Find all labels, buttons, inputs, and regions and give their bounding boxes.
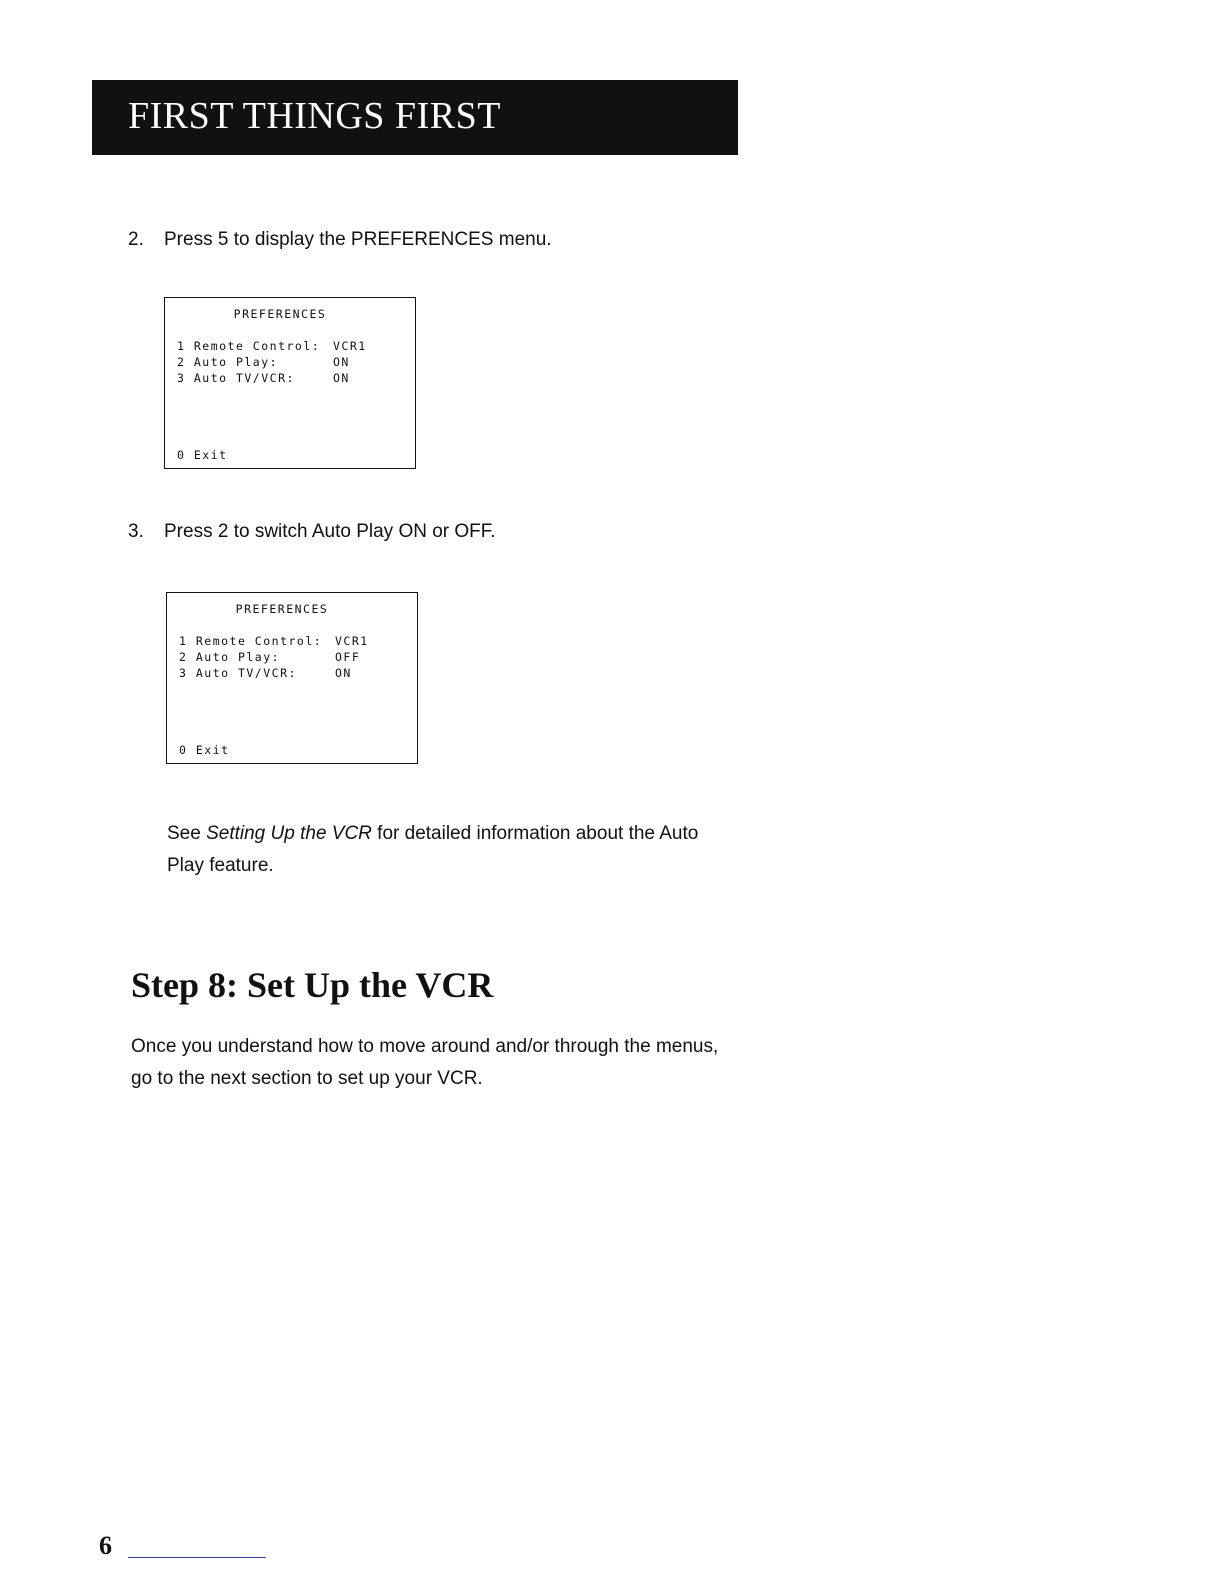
step-text: Press 5 to display the PREFERENCES menu. [164, 229, 552, 250]
page-title: FIRST THINGS FIRST [128, 95, 501, 137]
menu-item-list [177, 338, 367, 386]
menu-item-label: 2 Auto Play: [179, 650, 281, 664]
menu-item-label: 1 Remote Control: [177, 339, 321, 353]
section-body: Once you understand how to move around and/or through the menus, go to the next section to set up your VCR. [131, 1036, 719, 1089]
menu-exit-option: 0 Exit [177, 448, 228, 462]
menu-item-label: 1 Remote Control: [179, 634, 323, 648]
menu-item-auto-tv-vcr [177, 370, 367, 386]
screen-title: PREFERENCES [233, 307, 327, 321]
menu-item-label: 3 Auto TV/VCR: [179, 666, 297, 680]
step-number: 3. [128, 521, 144, 542]
preferences-menu-screen [164, 297, 416, 469]
menu-item-remote-control [179, 633, 369, 649]
menu-item-auto-play [179, 649, 369, 665]
menu-item-list [179, 633, 369, 681]
menu-item-label: 2 Auto Play: [177, 355, 279, 369]
note-reference: Setting Up the VCR [206, 823, 372, 844]
menu-item-remote-control [177, 338, 367, 354]
menu-item-auto-play [177, 354, 367, 370]
section-heading: Step 8: Set Up the VCR [131, 965, 494, 1005]
header-bar [92, 80, 738, 155]
menu-item-value: ON [333, 355, 350, 369]
menu-item-label: 3 Auto TV/VCR: [177, 371, 295, 385]
menu-exit-option: 0 Exit [179, 743, 230, 757]
step-2 [128, 229, 552, 251]
step-number: 2. [128, 229, 144, 250]
note-paragraph [167, 818, 737, 882]
step-3 [128, 521, 496, 543]
page-number: 6 [99, 1531, 112, 1560]
screen-title: PREFERENCES [235, 602, 329, 616]
menu-item-value: VCR1 [333, 339, 367, 353]
menu-item-value: OFF [335, 650, 361, 664]
menu-item-value: ON [335, 666, 352, 680]
menu-item-value: ON [333, 371, 350, 385]
menu-item-value: VCR1 [335, 634, 369, 648]
preferences-menu-screen [166, 592, 418, 764]
menu-item-auto-tv-vcr [179, 665, 369, 681]
note-suffix: for detailed information about the Auto Play feature. [167, 823, 699, 876]
page-number-rule [128, 1557, 266, 1558]
step-text: Press 2 to switch Auto Play ON or OFF. [164, 521, 496, 542]
note-prefix: See [167, 823, 207, 844]
